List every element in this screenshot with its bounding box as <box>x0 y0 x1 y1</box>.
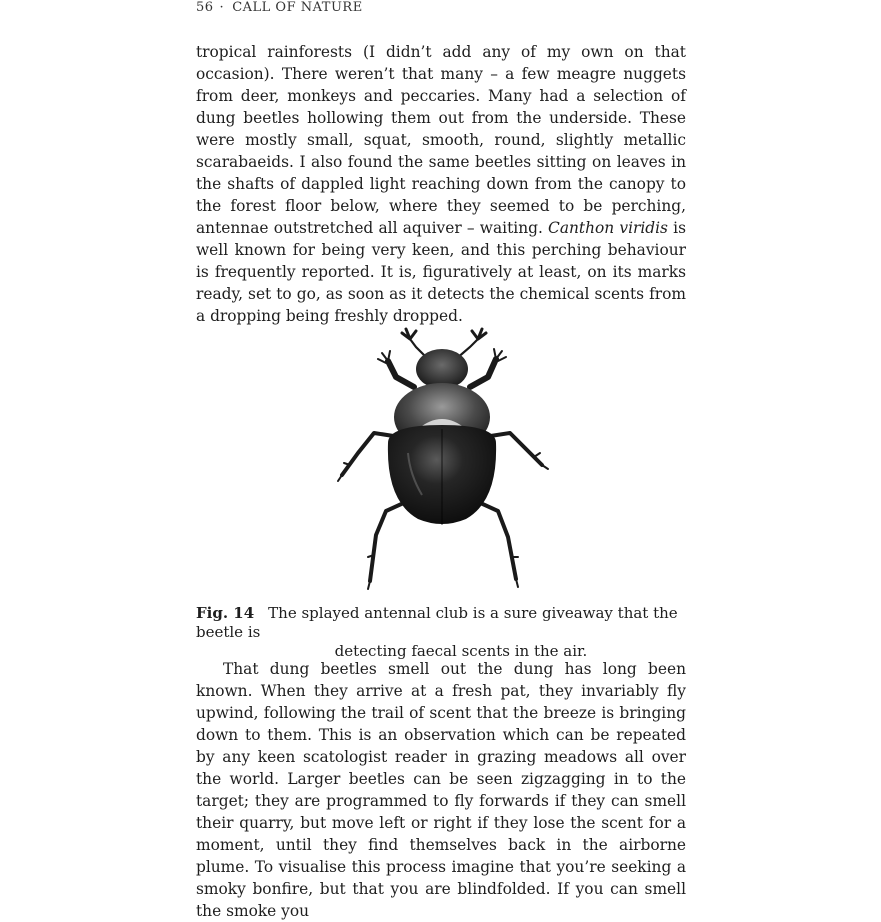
figure-caption <box>196 604 686 661</box>
caption-line-1 <box>196 604 686 642</box>
header-separator: · <box>219 0 225 15</box>
paragraph-1 <box>196 41 686 327</box>
paragraph-1-text-b: is well known for being very keen, and this perching behaviour is frequently reported. It is, figuratively at least, on its marks ready, set to go, as soon as it detects the chemical scents from a dropping being freshly dropped. <box>196 219 686 325</box>
page-number: 56 <box>196 0 214 15</box>
caption-text-1: The splayed antennal club is a sure giveaway that the beetle is <box>196 604 678 641</box>
caption-line-2: detecting faecal scents in the air. <box>334 642 588 660</box>
dung-beetle-illustration <box>330 325 555 593</box>
running-title: CALL OF NATURE <box>232 0 363 15</box>
paragraph-2: That dung beetles smell out the dung has long been known. When they arrive at a fresh pat, they invariably fly upwind, following the trail of scent that the breeze is bringing down to them. This is an observation which can be repeated by any keen scatologist reader in grazing meadows all over the world. Larger beetles can be seen zigzagging in to the target; they are programmed to fly forwards if they can smell their quarry, but move left or right if they lose the scent for a moment, until they find themselves back in the airborne plume. To visualise this process imagine that you’re seeking a smoky bonfire, but that you are blindfolded. If you can smell the smoke you <box>196 660 686 920</box>
running-head <box>196 0 363 16</box>
figure-label: Fig. 14 <box>196 604 255 622</box>
species-name: Canthon viridis <box>548 219 668 237</box>
paragraph-1-text-a: tropical rainforests (I didn’t add any of my own on that occasion). There weren’t that many – a few meagre nuggets from deer, monkeys and peccaries. Many had a selection of dung beetles hollowing them out from the underside. These were mostly small, squat, smooth, round, slightly metallic scarabaeids. I also found the same beetles sitting on leaves in the shafts of dappled light reaching down from the canopy to the forest floor below, where they seemed to be perching, antennae outstretched all aquiver – waiting. <box>196 43 686 237</box>
